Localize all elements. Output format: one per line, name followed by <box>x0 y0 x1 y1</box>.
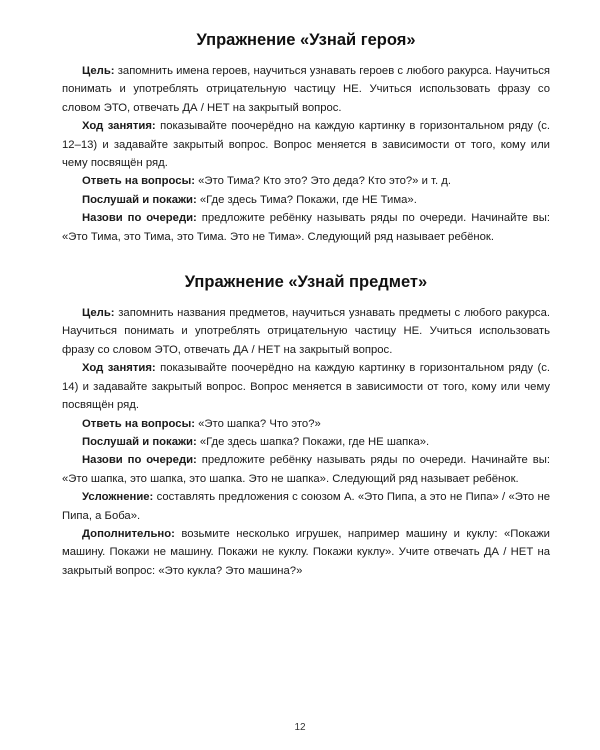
paragraph-text: предложите ребёнку называть ряды по очереди. Начинайте вы: «Это Тима, это Тима, это Тима. Это не Тима». Следующий ряд называет ребёнок. <box>62 212 550 243</box>
paragraph-text: возьмите несколько игрушек, например машину и куклу: «Покажи машину. Покажи не машину. Покажи не куклу. Покажи куклу». Учите отвечать ДА / НЕТ на закрытый вопрос: «Это кукла? Это машина?» <box>62 527 550 577</box>
section-body-hero <box>62 62 550 246</box>
paragraph-text: «Это шапка? Что это?» <box>194 417 321 430</box>
paragraph-procedure <box>62 117 550 172</box>
paragraph-label: Ответь на вопросы: <box>82 417 195 430</box>
paragraph-text: запомнить имена героев, научиться узнавать героев с любого ракурса. Научиться понимать и употреблять отрицательную частицу НЕ. Учиться использовать фразу со словом ЭТО, отвечать ДА / НЕТ на закрытый вопрос. <box>62 65 550 114</box>
section-body-object <box>62 304 550 580</box>
paragraph-label: Ответь на вопросы: <box>82 175 195 188</box>
paragraph-name-in-turn <box>62 209 550 246</box>
paragraph-procedure <box>62 359 550 414</box>
paragraph-label: Цель: <box>82 307 115 320</box>
paragraph-answer-questions <box>62 172 550 190</box>
paragraph-text: «Это Тима? Кто это? Это деда? Кто это?» и т. д. <box>194 175 451 188</box>
paragraph-answer-questions <box>62 415 550 433</box>
paragraph-label: Дополнительно: <box>82 527 175 540</box>
paragraph-complication <box>62 488 550 525</box>
paragraph-text: показывайте поочерёдно на каждую картинку в горизонтальном ряду (с. 12–13) и задавайте закрытый вопрос. Вопрос меняется в зависимости от того, кому или чему посвящён ряд. <box>62 120 550 170</box>
paragraph-additional <box>62 525 550 580</box>
paragraph-label: Усложнение: <box>82 491 154 504</box>
paragraph-label: Ход занятия: <box>82 362 156 375</box>
paragraph-text: показывайте поочерёдно на каждую картинку в горизонтальном ряду (с. 14) и задавайте закрытый вопрос. Вопрос меняется в зависимости от того, кому или чему посвящён ряд. <box>62 362 550 412</box>
paragraph-listen-show <box>62 433 550 451</box>
paragraph-goal <box>62 304 550 359</box>
paragraph-listen-show <box>62 191 550 209</box>
section-title-hero: Упражнение «Узнай героя» <box>196 31 416 49</box>
page-number: 12 <box>294 722 306 733</box>
page-content <box>62 0 550 580</box>
paragraph-text: предложите ребёнку называть ряды по очереди. Начинайте вы: «Это шапка, это шапка, это шапка. Это не шапка». Следующий ряд называет ребёнок. <box>62 454 550 485</box>
paragraph-label: Послушай и покажи: <box>82 435 197 448</box>
paragraph-label: Назови по очереди: <box>82 454 197 467</box>
section-title-object: Упражнение «Узнай предмет» <box>184 273 428 292</box>
paragraph-text: составлять предложения с союзом А. «Это Пипа, а это не Пипа» / «Это не Пипа, а Боба». <box>62 491 550 522</box>
paragraph-label: Цель: <box>82 65 115 77</box>
paragraph-label: Послушай и покажи: <box>82 193 197 206</box>
paragraph-goal <box>62 62 550 117</box>
paragraph-text: запомнить названия предметов, научиться узнавать предметы с любого ракурса. Научиться понимать и употреблять отрицательную частицу НЕ. Учиться использовать фразу со словом ЭТО, отвечать ДА / НЕТ на закрытый вопрос. <box>62 307 550 356</box>
paragraph-label: Назови по очереди: <box>82 212 197 225</box>
paragraph-name-in-turn <box>62 451 550 488</box>
paragraph-text: «Где здесь Тима? Покажи, где НЕ Тима». <box>196 193 417 206</box>
paragraph-label: Ход занятия: <box>82 120 156 133</box>
paragraph-text: «Где здесь шапка? Покажи, где НЕ шапка». <box>196 435 430 448</box>
